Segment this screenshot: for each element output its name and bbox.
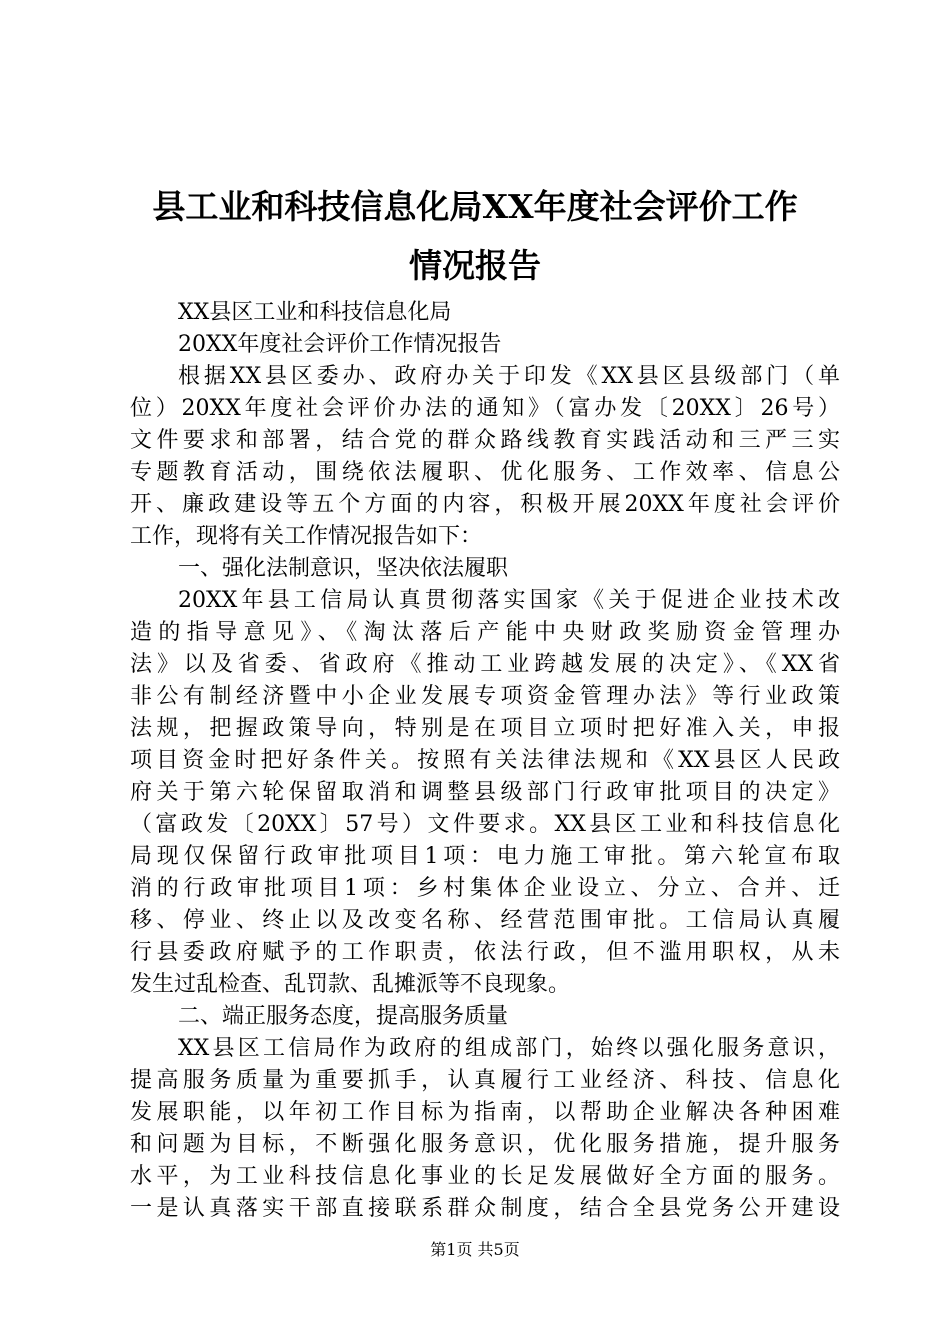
body-text-line: 造的指导意见》、《淘汰落后产能中央财政奖励资金管理办 [130, 620, 840, 645]
body-text-line: （富政发〔20XX〕57号）文件要求。XX县区工业和科技信息化 [130, 812, 840, 837]
body-text-line: 位）20XX年度社会评价办法的通知》（富办发〔20XX〕26号） [130, 396, 840, 421]
body-text-line: 移、停业、终止以及改变名称、经营范围审批。工信局认真履 [130, 908, 840, 933]
body-text-line: 行县委政府赋予的工作职责，依法行政，但不滥用职权，从未 [130, 940, 840, 965]
body-text-line: 20XX年度社会评价工作情况报告 [178, 332, 502, 357]
body-text-line: 法规，把握政策导向，特别是在项目立项时把好准入关，申报 [130, 716, 840, 741]
body-text-line: 工作，现将有关工作情况报告如下： [130, 524, 483, 549]
body-text-line: 发生过乱检查、乱罚款、乱摊派等不良现象。 [130, 972, 571, 997]
document-title-line-2: 情况报告 [409, 246, 541, 285]
document-body [130, 297, 840, 1225]
body-text-line: 一、强化法制意识，坚决依法履职 [178, 556, 509, 581]
body-text-line: 局现仅保留行政审批项目1项：电力施工审批。第六轮宣布取 [130, 844, 840, 869]
body-text-line: 一是认真落实干部直接联系群众制度，结合全县党务公开建设 [130, 1196, 840, 1221]
page-footer: 第1页 共5页 [430, 1240, 520, 1259]
body-text-line: 二、端正服务态度，提高服务质量 [178, 1004, 509, 1029]
body-text-line: XX县区工信局作为政府的组成部门，始终以强化服务意识， [178, 1036, 840, 1061]
body-text-line: XX县区工业和科技信息化局 [178, 300, 452, 325]
body-text-line: 专题教育活动，围绕依法履职、优化服务、工作效率、信息公 [130, 460, 840, 485]
body-text-line: 和问题为目标，不断强化服务意识，优化服务措施，提升服务 [130, 1132, 840, 1157]
body-text-line: 提高服务质量为重要抓手，认真履行工业经济、科技、信息化 [130, 1068, 840, 1093]
document-title-line-1: 县工业和科技信息化局XX年度社会评价工作 [152, 187, 798, 226]
body-text-line: 文件要求和部署，结合党的群众路线教育实践活动和三严三实 [130, 428, 840, 453]
body-text-line: 根据XX县区委办、政府办关于印发《XX县区县级部门（单 [178, 364, 840, 389]
body-text-line: 发展职能，以年初工作目标为指南，以帮助企业解决各种困难 [130, 1100, 840, 1125]
body-text-line: 消的行政审批项目1项：乡村集体企业设立、分立、合并、迁 [130, 876, 840, 901]
body-text-line: 法》以及省委、省政府《推动工业跨越发展的决定》、《XX省 [130, 652, 840, 677]
body-text-line: 开、廉政建设等五个方面的内容，积极开展20XX年度社会评价 [130, 492, 840, 517]
body-text-line: 项目资金时把好条件关。按照有关法律法规和《XX县区人民政 [130, 748, 840, 773]
body-text-line: 府关于第六轮保留取消和调整县级部门行政审批项目的决定》 [130, 780, 840, 805]
body-text-line: 非公有制经济暨中小企业发展专项资金管理办法》等行业政策 [130, 684, 840, 709]
body-text-line: 20XX年县工信局认真贯彻落实国家《关于促进企业技术改 [178, 588, 840, 613]
body-text-line: 水平，为工业科技信息化事业的长足发展做好全方面的服务。 [130, 1164, 840, 1189]
